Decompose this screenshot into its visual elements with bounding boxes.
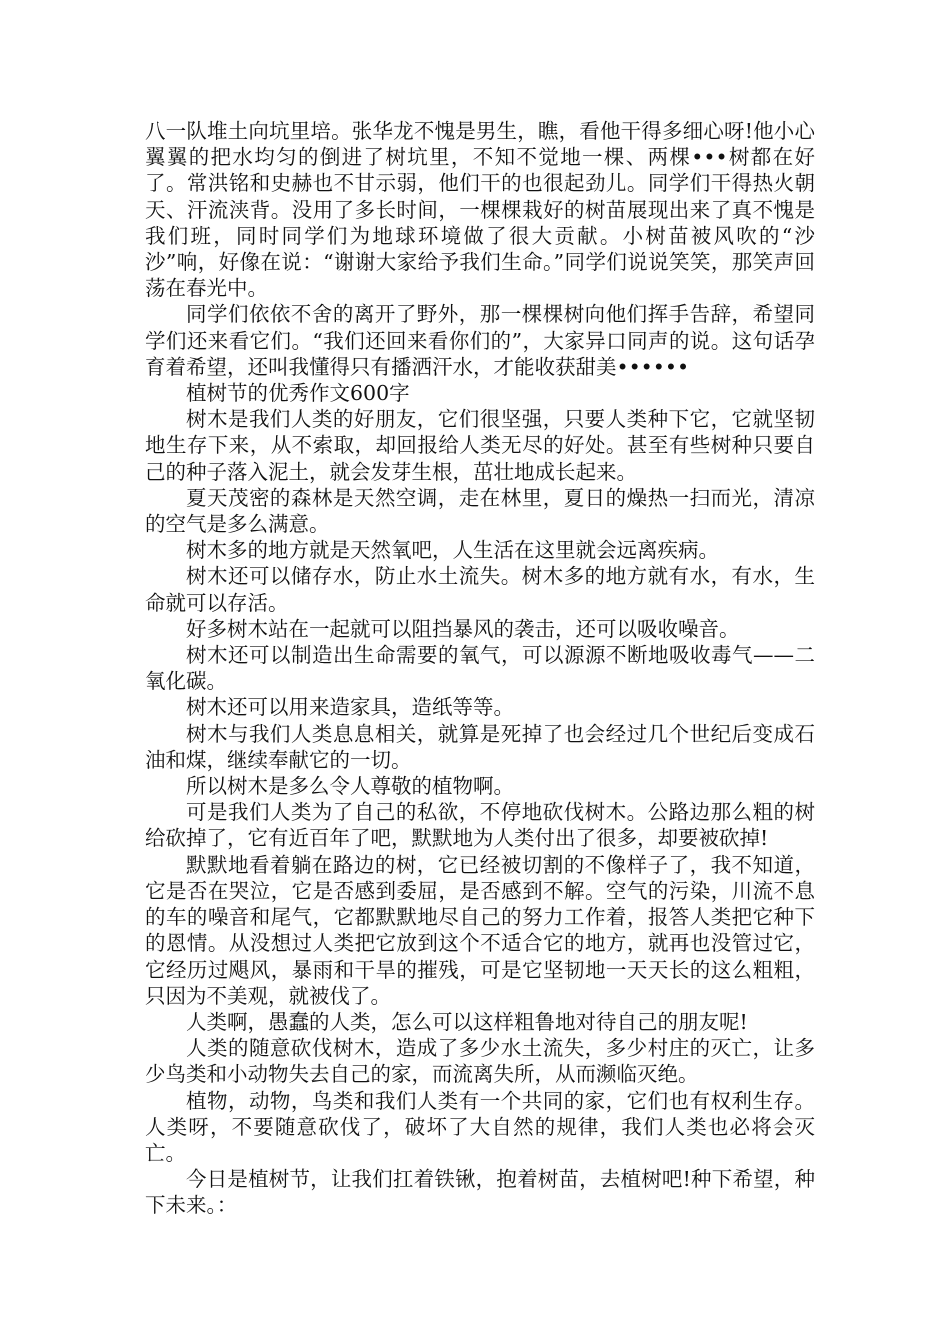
paragraph-13: 默默地看着躺在路边的树，它已经被切割的不像样子了，我不知道，它是否在哭泣，它是否感到委屈，是否感到不解。空气的污染，川流不息的车的噪音和尾气，它都默默地尽自己的努力工作着，报答人类把它种下的恩情。从没想过人类把它放到这个不适合它的地方，就再也没管过它，它经历过飓风，暴雨和干旱的摧残，可是它坚韧地一天天长的这么粗粗，只因为不美观，就被伐了。: [145, 852, 815, 1008]
essay-body: [145, 118, 815, 1219]
paragraph-10: 树木与我们人类息息相关，就算是死掉了也会经过几个世纪后变成石油和煤，继续奉献它的一切。: [145, 721, 815, 772]
paragraph-17: 今日是植树节，让我们扛着铁锹，抱着树苗，去植树吧!种下希望，种下未来。：: [145, 1167, 815, 1218]
paragraph-12: 可是我们人类为了自己的私欲，不停地砍伐树木。公路边那么粗的树给砍掉了，它有近百年了吧，默默地为人类付出了很多，却要被砍掉!: [145, 800, 815, 851]
paragraph-9: 树木还可以用来造家具，造纸等等。: [186, 695, 514, 720]
paragraph-2: 同学们依依不舍的离开了野外，那一棵棵树向他们挥手告辞，希望同学们还来看它们。“我们还回来看你们的”，大家异口同声的说。这句话孕育着希望，还叫我懂得只有播洒汗水，才能收获甜美••••••: [145, 302, 815, 379]
paragraph-8: 树木还可以制造出生命需要的氧气，可以源源不断地吸收毒气——二氧化碳。: [145, 643, 815, 694]
essay-title: 植树节的优秀作文600字: [186, 381, 410, 406]
paragraph-3: 树木是我们人类的好朋友，它们很坚强，只要人类种下它，它就坚韧地生存下来，从不索取，却回报给人类无尽的好处。甚至有些树种只要自己的种子落入泥土，就会发芽生根，茁壮地成长起来。: [145, 407, 815, 484]
paragraph-5: 树木多的地方就是天然氧吧，人生活在这里就会远离疾病。: [186, 538, 719, 563]
paragraph-11: 所以树木是多么令人尊敬的植物啊。: [186, 774, 514, 799]
paragraph-15: 人类的随意砍伐树木，造成了多少水土流失，多少村庄的灭亡，让多少鸟类和小动物失去自己的家，而流离失所，从而濒临灭绝。: [145, 1036, 815, 1087]
paragraph-4: 夏天茂密的森林是天然空调，走在林里，夏日的燥热一扫而光，清凉的空气是多么满意。: [145, 485, 815, 537]
paragraph-1: 八一队堆土向坑里培。张华龙不愧是男生，瞧，看他干得多细心呀!他小心翼翼的把水均匀的倒进了树坑里，不知不觉地一棵、两棵•••树都在好了。常洪铭和史赫也不甘示弱，他们干的也很起劲儿。同学们干得热火朝天、汗流浃背。没用了多长时间，一棵棵栽好的树苗展现出来了真不愧是我们班，同时同学们为地球环境做了很大贡献。小树苗被风吹的“沙沙”响，好像在说：“谢谢大家给予我们生命。”同学们说说笑笑，那笑声回荡在春光中。: [145, 119, 815, 301]
paragraph-7: 好多树木站在一起就可以阻挡暴风的袭击，还可以吸收噪音。: [186, 616, 740, 641]
paragraph-6: 树木还可以储存水，防止水土流失。树木多的地方就有水，有水，生命就可以存活。: [145, 564, 815, 615]
paragraph-14: 人类啊，愚蠢的人类，怎么可以这样粗鲁地对待自己的朋友呢!: [186, 1009, 748, 1034]
paragraph-16: 植物，动物，鸟类和我们人类有一个共同的家，它们也有权利生存。人类呀，不要随意砍伐了，破坏了大自然的规律，我们人类也必将会灭亡。: [145, 1088, 815, 1165]
